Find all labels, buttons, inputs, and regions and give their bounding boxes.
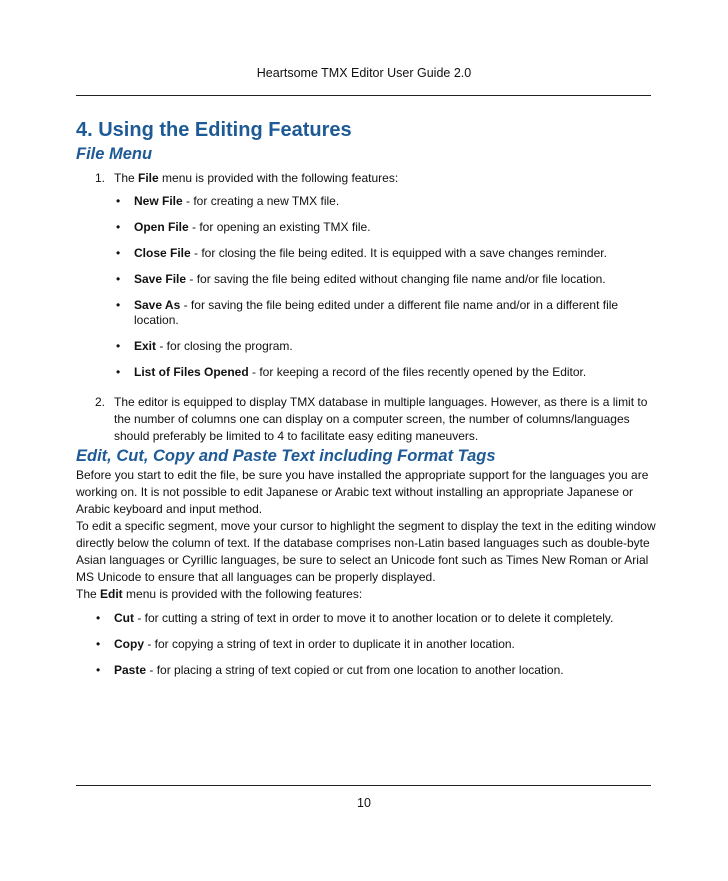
feature-desc: - for placing a string of text copied or cut from one location to another location. [146, 663, 564, 677]
feature-name: Save As [134, 298, 181, 312]
feature-desc: - for opening an existing TMX file. [188, 220, 371, 234]
feature-save-as [114, 298, 656, 328]
feature-desc: - for keeping a record of the files recently opened by the Editor. [248, 365, 587, 379]
feature-new-file [114, 194, 656, 209]
file-menu-item-2 [76, 394, 656, 445]
page-number: 10 [357, 796, 371, 810]
footer-rule [76, 785, 651, 786]
file-features-list [114, 194, 656, 380]
feature-name: Close File [134, 246, 191, 260]
feature-cut [76, 611, 656, 626]
bullet-icon: • [96, 637, 101, 651]
feature-list-of-files-opened [114, 365, 656, 380]
bullet-icon: • [96, 663, 101, 677]
bullet-icon: • [116, 339, 121, 353]
feature-desc: - for cutting a string of text in order to move it to another location or to delete it completely. [134, 611, 614, 625]
bullet-icon: • [116, 365, 121, 379]
feature-paste [76, 663, 656, 678]
para-text-bold: Edit [100, 587, 123, 601]
feature-name: Save File [134, 272, 187, 286]
item-text-bold: File [138, 171, 159, 185]
edit-section-heading: Edit, Cut, Copy and Paste Text including Format Tags [76, 447, 496, 465]
bullet-icon: • [116, 246, 121, 260]
page-content [76, 117, 656, 678]
feature-desc: - for saving the file being edited under a different file name and/or in a different file location. [134, 298, 619, 327]
feature-name: Cut [114, 611, 134, 625]
bullet-icon: • [116, 220, 121, 234]
paragraph-edit-menu [76, 586, 656, 603]
list-number: 1. [95, 171, 106, 185]
feature-desc: - for saving the file being edited without changing file name and/or file location. [186, 272, 606, 286]
chapter-title: 4. Using the Editing Features [76, 119, 352, 141]
edit-features-list [76, 611, 656, 678]
feature-name: New File [134, 194, 183, 208]
file-menu-list [76, 170, 656, 445]
paragraph-install-support: Before you start to edit the file, be sure you have installed the appropriate support for the languages you are working on. It is not possible to edit Japanese or Arabic text without installing an appropriate Japanese or Arabic keyboard and input method. [76, 468, 649, 516]
feature-name: Exit [134, 339, 157, 353]
running-header: Heartsome TMX Editor User Guide 2.0 [256, 66, 472, 80]
feature-desc: - for creating a new TMX file. [182, 194, 340, 208]
feature-copy [76, 637, 656, 652]
header-rule [76, 95, 651, 96]
feature-name: Paste [114, 663, 147, 677]
file-menu-heading: File Menu [76, 145, 153, 163]
bullet-icon: • [116, 272, 121, 286]
feature-name: Open File [134, 220, 189, 234]
feature-exit [114, 339, 656, 354]
bullet-icon: • [116, 298, 121, 312]
bullet-icon: • [116, 194, 121, 208]
list-number: 2. [95, 395, 106, 409]
feature-open-file [114, 220, 656, 235]
item-text: The editor is equipped to display TMX database in multiple languages. However, as there is a limit to the number of columns one can display on a computer screen, the number of columns/languages should preferably be limited to 4 to facilitate easy editing maneuvers. [114, 395, 648, 443]
paragraph-edit-segment: To edit a specific segment, move your cursor to highlight the segment to display the text in the editing window directly below the column of text. If the database comprises non-Latin based languages such as double-byte Asian languages or Cyrillic languages, be sure to select an Unicode font such as Times New Roman or Arial MS Unicode to ensure that all languages can be properly displayed. [76, 519, 656, 584]
item-text-post: menu is provided with the following features: [158, 171, 399, 185]
feature-desc: - for closing the program. [156, 339, 293, 353]
para-text-post: menu is provided with the following features: [122, 587, 363, 601]
feature-desc: - for closing the file being edited. It is equipped with a save changes reminder. [190, 246, 607, 260]
feature-desc: - for copying a string of text in order to duplicate it in another location. [144, 637, 515, 651]
file-menu-item-1 [76, 170, 656, 380]
item-text-pre: The [114, 171, 139, 185]
para-text-pre: The [76, 587, 101, 601]
feature-name: Copy [114, 637, 144, 651]
bullet-icon: • [96, 611, 101, 625]
feature-close-file [114, 246, 656, 261]
feature-save-file [114, 272, 656, 287]
feature-name: List of Files Opened [134, 365, 249, 379]
